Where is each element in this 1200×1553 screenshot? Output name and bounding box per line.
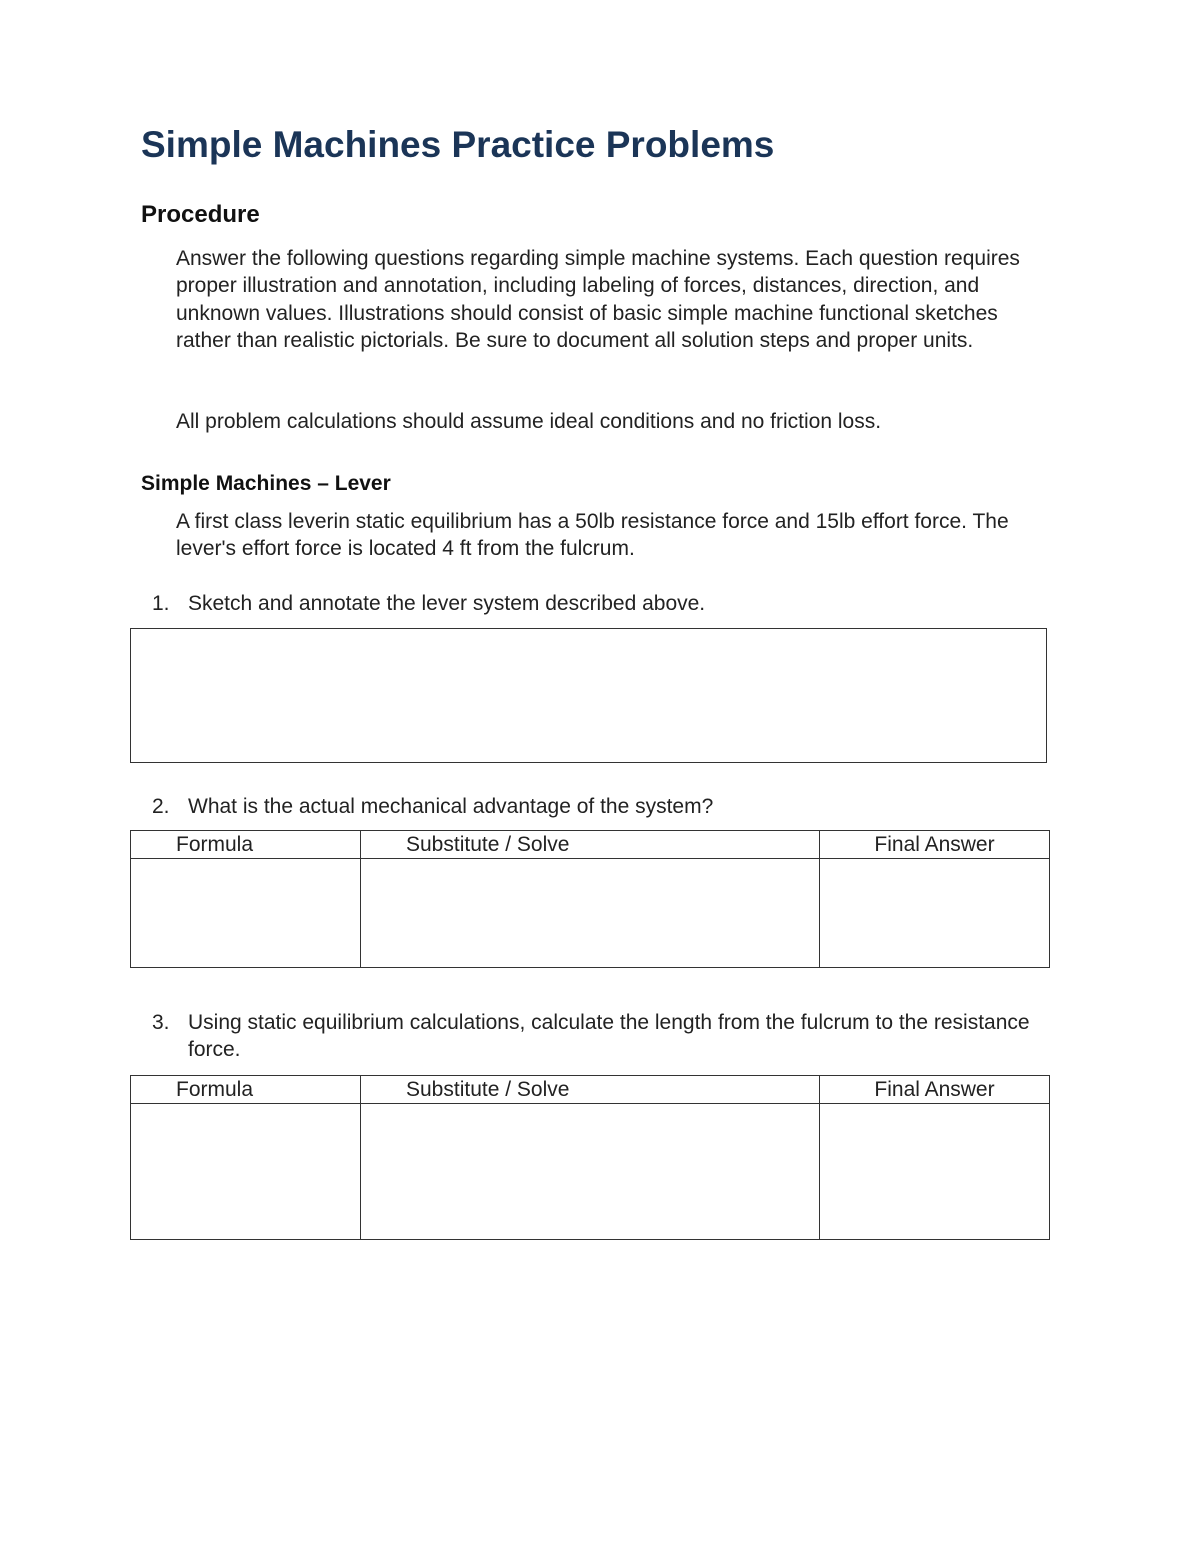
final-answer-header: Final Answer: [820, 831, 1050, 859]
answer-table-q2: [130, 830, 1050, 968]
final-answer-header: Final Answer: [820, 1076, 1050, 1104]
lever-section-heading: Simple Machines – Lever: [141, 472, 391, 495]
formula-cell[interactable]: [131, 1104, 361, 1240]
question-number: 2.: [152, 795, 170, 818]
lever-description: A first class leverin static equilibrium has a 50lb resistance force and 15lb effort force. The lever's effort force is located 4 ft from the fulcrum.: [176, 510, 1009, 561]
final-answer-cell[interactable]: [820, 1104, 1050, 1240]
procedure-paragraph: Answer the following questions regarding simple machine systems. Each question requires proper illustration and annotation, including labeling of forces, distances, direction, and unknown values. Illustrations should consist of basic simple machine functional sketches rather than realistic pictorials. Be sure to document all solution steps and proper units.: [176, 247, 1020, 352]
substitute-solve-cell[interactable]: [361, 859, 820, 968]
question-text: What is the actual mechanical advantage of the system?: [188, 795, 714, 818]
question-number: 3.: [152, 1011, 170, 1034]
procedure-heading: Procedure: [141, 201, 260, 228]
substitute-solve-header: Substitute / Solve: [361, 1076, 820, 1104]
table-header-row: [131, 1076, 1050, 1104]
substitute-solve-header: Substitute / Solve: [361, 831, 820, 859]
table-row: [131, 859, 1050, 968]
question-3: [152, 1009, 1052, 1064]
question-text: Sketch and annotate the lever system described above.: [188, 592, 706, 615]
table-row: [131, 1104, 1050, 1240]
substitute-solve-cell[interactable]: [361, 1104, 820, 1240]
formula-header: Formula: [131, 831, 361, 859]
question-text: Using static equilibrium calculations, calculate the length from the fulcrum to the resistance force.: [188, 1011, 1030, 1062]
page-title: Simple Machines Practice Problems: [141, 124, 775, 165]
table-header-row: [131, 831, 1050, 859]
answer-table-q3: [130, 1075, 1050, 1240]
sketch-answer-box[interactable]: [130, 628, 1047, 763]
question-1: [152, 590, 1052, 617]
final-answer-cell[interactable]: [820, 859, 1050, 968]
question-number: 1.: [152, 592, 170, 615]
assumption-paragraph: All problem calculations should assume ideal conditions and no friction loss.: [176, 410, 882, 433]
question-2: [152, 793, 1052, 820]
formula-header: Formula: [131, 1076, 361, 1104]
formula-cell[interactable]: [131, 859, 361, 968]
